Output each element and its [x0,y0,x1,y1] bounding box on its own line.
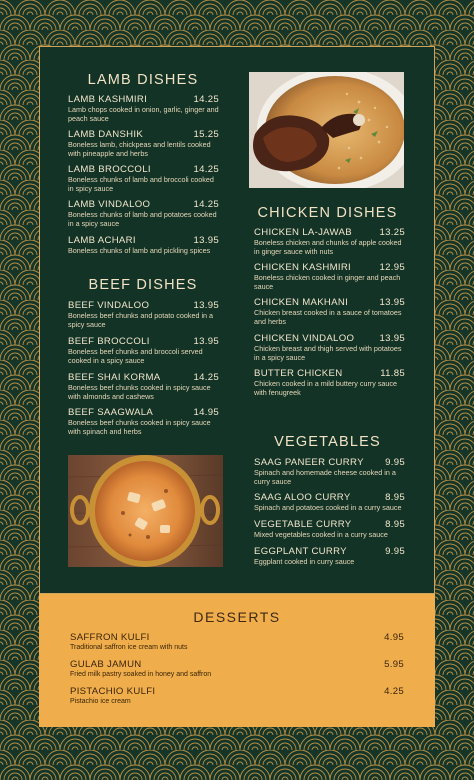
item-name: SAAG PANEER CURRY [254,457,364,468]
item-name: VEGETABLE CURRY [254,519,352,530]
menu-item-beef-broccoli [68,336,219,365]
item-price: 13.95 [193,300,219,311]
item-name: LAMB DANSHIK [68,129,144,140]
item-name: CHICKEN MAKHANI [254,297,349,308]
menu-item-vegetable-curry [254,519,405,540]
item-description: Boneless lamb, chickpeas and lentils cooked with pineapple and herbs [68,140,211,158]
menu-item-gulab-jamun [70,659,404,680]
item-description: Boneless chunks of lamb and broccoli cooked in spicy sauce [68,175,214,193]
item-name: PISTACHIO KULFI [70,686,156,697]
item-name: BEEF VINDALOO [68,300,150,311]
item-name: BUTTER CHICKEN [254,368,343,379]
item-description: Boneless chunks of lamb and potatoes cooked in a spicy sauce [68,210,217,228]
item-name: LAMB BROCCOLI [68,164,151,175]
menu-item-chicken-la-jawab [254,227,405,256]
item-price: 4.95 [384,632,404,643]
item-price: 13.95 [379,297,405,308]
item-price: 8.95 [385,492,405,503]
menu-item-beef-shai-korma [68,372,219,401]
biryani-chicken-photo [249,72,404,188]
item-description: Chicken breast and thigh served with potatoes in a spicy sauce [254,344,402,362]
item-description: Boneless chicken cooked in ginger and peach sauce [254,273,401,291]
section-title-beef: BEEF DISHES [88,277,198,293]
item-price: 14.25 [193,164,219,175]
item-price: 5.95 [384,659,404,670]
menu-item-lamb-kashmiri [68,94,219,123]
item-description: Boneless chicken and chunks of apple cooked in ginger sauce with nuts [254,238,402,256]
menu-item-chicken-kashmiri [254,262,405,291]
item-name: LAMB KASHMIRI [68,94,148,105]
item-description: Fried milk pastry soaked in honey and saffron [70,671,212,678]
item-price: 8.95 [385,519,405,530]
item-price: 9.95 [385,457,405,468]
section-title-chicken: CHICKEN DISHES [257,205,398,221]
item-price: 13.95 [193,235,219,246]
menu-item-saffron-kulfi [70,632,404,653]
item-description: Boneless beef chunks and potato cooked in a spicy sauce [68,311,214,329]
item-name: GULAB JAMUN [70,659,142,670]
item-price: 14.25 [193,199,219,210]
menu-item-lamb-broccoli [68,164,219,193]
menu-item-beef-vindaloo [68,300,219,329]
item-description: Spinach and potatoes cooked in a curry sauce [254,503,402,512]
menu-item-lamb-vindaloo [68,199,219,228]
item-name: CHICKEN VINDALOO [254,333,355,344]
item-name: LAMB VINDALOO [68,199,151,210]
item-price: 12.95 [379,262,405,273]
section-title-lamb: LAMB DISHES [87,72,199,88]
menu-item-butter-chicken [254,368,405,397]
item-name: CHICKEN LA-JAWAB [254,227,352,238]
item-name: CHICKEN KASHMIRI [254,262,352,273]
item-description: Boneless chunks of lamb and pickling spices [68,246,211,255]
menu-item-lamb-danshik [68,129,219,158]
item-description: Boneless beef chunks and broccoli served cooked in a spicy sauce [68,347,203,365]
menu-item-eggplant-curry [254,546,405,567]
item-price: 4.25 [384,686,404,697]
item-name: BEEF SAAGWALA [68,407,154,418]
item-description: Traditional saffron ice cream with nuts [70,644,188,651]
item-name: SAAG ALOO CURRY [254,492,351,503]
item-price: 14.95 [193,407,219,418]
item-price: 11.85 [380,368,405,379]
item-name: SAFFRON KULFI [70,632,150,643]
item-name: EGGPLANT CURRY [254,546,347,557]
item-price: 13.95 [379,333,405,344]
item-description: Pistachio ice cream [70,698,131,705]
curry-bowl-photo [68,455,223,567]
item-description: Boneless beef chunks cooked in spicy sauce with almonds and cashews [68,383,211,401]
section-title-desserts: DESSERTS [193,609,281,625]
item-price: 14.25 [193,94,219,105]
item-description: Mixed vegetables cooked in a curry sauce [254,530,388,539]
menu-item-chicken-makhani [254,297,405,326]
item-description: Boneless beef chunks cooked in spicy sauce with spinach and herbs [68,418,211,436]
item-description: Spinach and homemade cheese cooked in a curry sauce [254,468,396,486]
item-price: 15.25 [193,129,219,140]
item-description: Chicken cooked in a mild buttery curry sauce with fenugreek [254,379,398,397]
menu-item-beef-saagwala [68,407,219,436]
item-price: 13.25 [379,227,405,238]
item-description: Eggplant cooked in curry sauce [254,557,355,566]
section-title-vegetables: VEGETABLES [274,434,381,450]
menu-item-saag-paneer [254,457,405,486]
menu-item-chicken-vindaloo [254,333,405,362]
item-description: Lamb chops cooked in onion, garlic, ginger and peach sauce [68,105,219,123]
item-price: 14.25 [193,372,219,383]
item-price: 13.95 [193,336,219,347]
item-name: BEEF BROCCOLI [68,336,150,347]
item-price: 9.95 [385,546,405,557]
menu-item-lamb-achari [68,235,219,256]
menu-item-pistachio-kulfi [70,686,404,707]
item-description: Chicken breast cooked in a sauce of tomatoes and herbs [254,308,402,326]
menu-item-saag-aloo [254,492,405,513]
item-name: BEEF SHAI KORMA [68,372,161,383]
item-name: LAMB ACHARI [68,235,136,246]
